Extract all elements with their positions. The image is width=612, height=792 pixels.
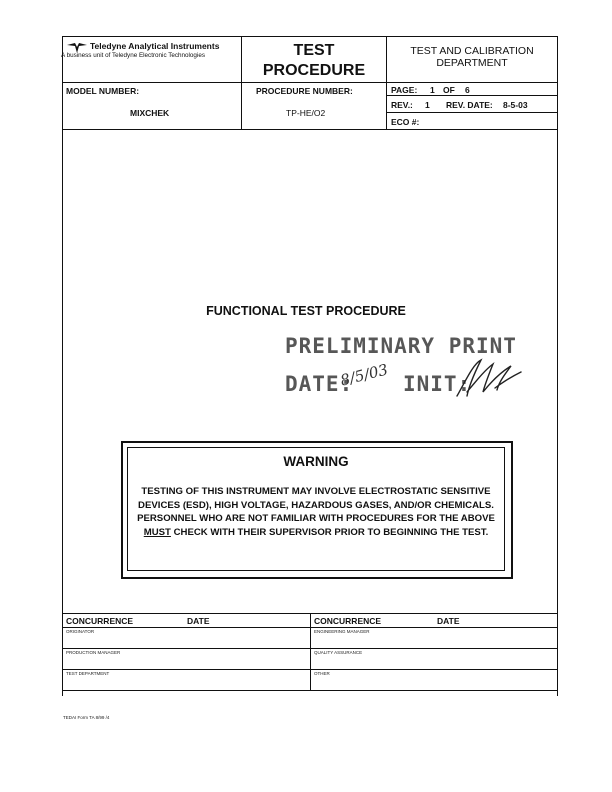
stamp-preliminary-print: PRELIMINARY PRINT <box>285 334 517 358</box>
header-col-divider-1 <box>241 36 242 129</box>
department-line1: TEST AND CALIBRATION <box>410 45 534 57</box>
concurrence-left-header: CONCURRENCE <box>66 616 134 626</box>
warning-text <box>130 485 502 539</box>
procedure-number-value: TP-HE/O2 <box>286 108 326 118</box>
stamp-date-handwritten: 8/5/03 <box>338 360 390 390</box>
stamp-init-label: INIT: <box>403 372 472 396</box>
rev-date-label: REV. DATE: <box>446 100 493 110</box>
procedure-number-label: PROCEDURE NUMBER: <box>256 86 353 96</box>
main-title: FUNCTIONAL TEST PROCEDURE <box>206 304 406 318</box>
department-name <box>391 45 553 69</box>
page-of-label: OF <box>443 85 455 95</box>
concurrence-production-manager: PRODUCTION MANAGER <box>66 650 121 655</box>
concurrence-left-date-header: DATE <box>187 616 210 626</box>
document-title <box>242 41 386 81</box>
document-title-line1: TEST <box>293 42 335 59</box>
header-bottom-border <box>62 129 557 130</box>
model-number-value: MIXCHEK <box>130 108 170 118</box>
concurrence-center-divider <box>310 613 311 690</box>
rev-value: 1 <box>425 100 430 110</box>
rev-label: REV.: <box>391 100 413 110</box>
page-right-border <box>557 36 558 696</box>
company-name: Teledyne Analytical Instruments <box>90 41 220 51</box>
concurrence-test-department: TEST DEPARTMENT <box>66 671 110 676</box>
header-col-divider-2 <box>386 36 387 129</box>
rev-row-divider <box>386 112 557 113</box>
warning-text-part2: CHECK WITH THEIR SUPERVISOR PRIOR TO BEGINNING THE TEST. <box>173 526 489 538</box>
model-number-label: MODEL NUMBER: <box>66 86 140 96</box>
rev-date-value: 8-5-03 <box>503 100 528 110</box>
page-value: 1 <box>430 85 435 95</box>
department-line2: DEPARTMENT <box>436 57 508 69</box>
concurrence-engineering-manager: ENGINEERING MANAGER <box>314 629 370 634</box>
header-top-border <box>62 36 557 37</box>
warning-text-emphasis: MUST <box>143 526 171 538</box>
concurrence-originator: ORIGINATOR <box>66 629 95 634</box>
company-tagline: A business unit of Teledyne Electronic Technologies <box>61 52 205 59</box>
page-row-divider <box>386 95 557 96</box>
header-row-divider <box>62 82 557 83</box>
page-label: PAGE: <box>391 85 418 95</box>
concurrence-right-header: CONCURRENCE <box>314 616 382 626</box>
document-title-line2: PROCEDURE <box>262 62 366 79</box>
concurrence-quality-assurance: QUALITY ASSURANCE <box>314 650 363 655</box>
concurrence-bottom-border <box>62 690 557 691</box>
page-total: 6 <box>465 85 470 95</box>
concurrence-right-date-header: DATE <box>437 616 460 626</box>
warning-text-part1: TESTING OF THIS INSTRUMENT MAY INVOLVE ELECTROSTATIC SENSITIVE DEVICES (ESD), HIGH VOLTAGE, HAZARDOUS GASES, AND/OR CHEMICALS. PERSONNEL WHO ARE NOT FAMILIAR WITH PROCEDURES FOR THE ABOVE <box>137 486 495 524</box>
form-code: TEDAI Form TA 8/99 /4 <box>63 715 110 720</box>
page-left-border <box>62 36 63 696</box>
warning-title: WARNING <box>283 454 349 469</box>
eco-label: ECO #: <box>391 117 420 127</box>
stamp-date-label: DATE: <box>285 372 354 396</box>
stamp-initials-signature <box>455 352 525 402</box>
concurrence-other: OTHER <box>314 671 330 676</box>
